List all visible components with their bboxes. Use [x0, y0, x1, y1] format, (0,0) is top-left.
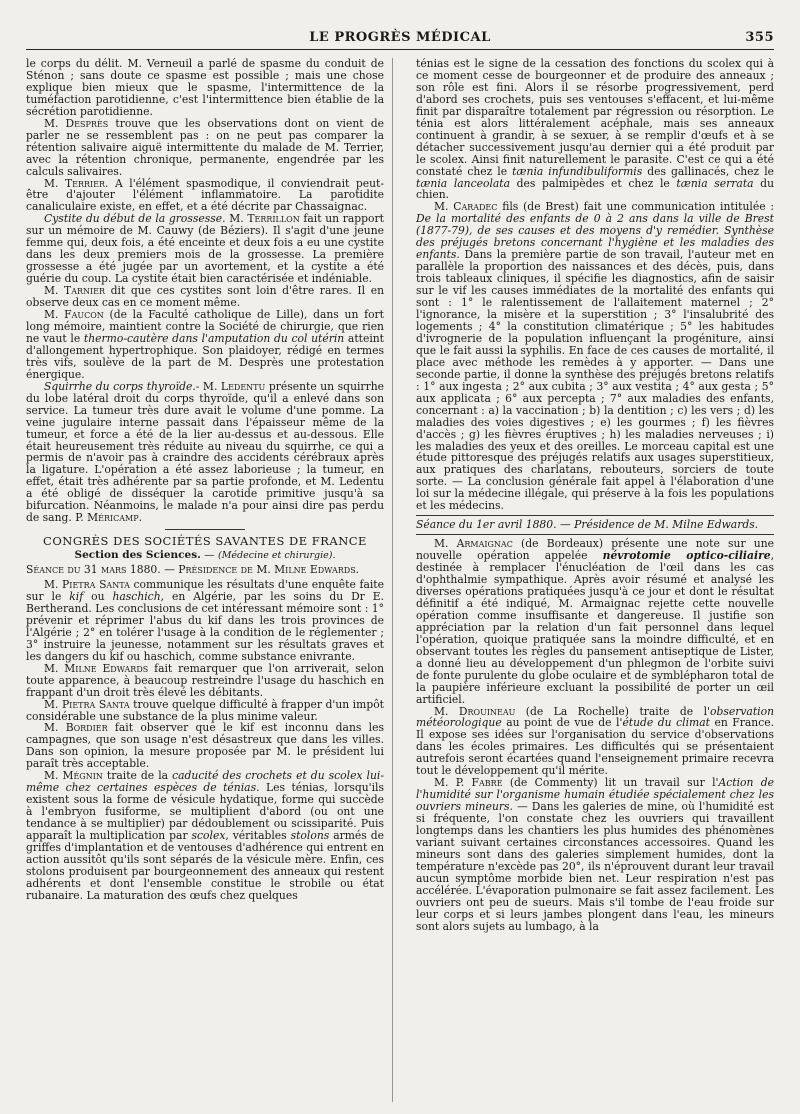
- text-run: , véritables: [225, 829, 291, 843]
- text-run: M. Bordier: [44, 721, 108, 735]
- text-run: — Dans les galeries de mine, où l'humidité est si fréquente, l'on constate chez les ouvriers qui travaillent longtemps dans les chantiers les plus humides des phénomènes variant suivant certaines circonstances accessoires. Quand les mineurs sont dans des galeries simplement humides, dont la température n'excède pas 20°, ils n'éprouvent durant leur travail aucun symptôme morbide bien net. Leur respiration n'est pas accélérée. L'évaporation pulmonaire se fait assez facilement. Les ouvriers ont peu de sueurs. Mais s'il tombe de l'eau froide sur leur corps et si leurs jambes plongent dans l'eau, les mineurs sont alors sujets au lumbago, à la: [416, 800, 774, 933]
- text-run: M. Desprès: [44, 116, 109, 130]
- text-run: Cystite du début de la grossesse.: [44, 212, 226, 226]
- text-run: - M. Ledentu: [195, 379, 266, 393]
- two-column-body: [26, 58, 774, 1104]
- text-run: Section des Sciences.: [74, 549, 201, 562]
- text-run: fait remarquer que l'on arriverait, selon toute apparence, à beaucoup restreindre l'usage du haschich en frappant d'un droit très élevé les débitants.: [26, 661, 384, 699]
- paragraph: [26, 699, 384, 723]
- section-separator: [165, 529, 245, 530]
- text-run: , destinée à remplacer l'énucléation de l'œil dans les cas d'ophthalmie sympathique. Après avoir résumé et analysé les diverses opérations pratiquées jusqu'à ce jour et dont le résultat définitif a été indiqué, M. Armaignac rejette cette nouvelle opération comme insuffisante et dangereuse. Il justifie son appréciation par la relation d'un fait personnel dans lequel l'opération, quoique pratiquée sans la moindre difficulté, et en observant toutes les règles du pansement antiseptique de Lister, a donné lieu au développement d'un phlegmon de l'orbite suivi de fonte purulente du globe oculaire et de symblépharon total de la paupière inférieure excluant la possibilité de porter un œil artificiel.: [416, 549, 774, 706]
- text-run: présente un squirrhe du lobe latéral droit du corps thyroïde, qu'il a enlevé dans son service. La tumeur très dure avait le volume d'une pomme. La veine jugulaire interne passait dans l'épaisseur même de la tumeur, et force a été de la lier au-dessus et au-dessous. Elle était heureusement très réduite au niveau du squirrhe, ce qui a permis de n'avoir pas à craindre des accidents cérébraux après la ligature. L'opération a été assez laborieuse ; la tumeur, en effet, était très adhérente par sa partie profonde, et M. Ledentu a été obligé de disséquer la carotide primitive jusqu'à sa bifurcation. Néanmoins, le malade n'a pour ainsi dire pas perdu de sang.: [26, 379, 384, 525]
- column-divider: [392, 58, 393, 1102]
- paragraph: [26, 285, 384, 309]
- journal-title: LE PROGRÈS MÉDICAL: [309, 30, 491, 45]
- paragraph: [26, 213, 384, 285]
- text-run: (de Commenty) lit un travail sur l': [502, 776, 719, 790]
- text-run: , en Algérie, par les soins du Dr E. Bertherand. Les conclusions de cet intéressant mémoire sont : 1° prévenir et réprimer l'abus du kif dans les trois provinces de l'Algérie ; 2° en tolérer l'usage à la condition de le réglementer ; 3° instruire la jeunesse, notamment sur les résultats graves et les dangers du kif ou haschich, comme substance enivrante.: [26, 589, 384, 663]
- text-run: (de la Faculté catholique de Lille), dans un fort long mémoire, maintient contre la Société de chirurgie, que rien ne vaut le: [26, 308, 384, 345]
- text-run: M. Pietra Santa: [44, 697, 130, 711]
- text-run: caducité des crochets et du scolex lui-même chez certaines espèces de ténias.: [26, 769, 384, 795]
- text-run: M. Caradec: [434, 200, 498, 214]
- text-run: étude du climat: [622, 716, 710, 730]
- text-run: des gallinacés, chez le: [642, 164, 774, 178]
- section-heading: Section des Sciences. — (Médecine et chirurgie).: [74, 549, 336, 562]
- text-run: Séance du 1er avril 1880. — Présidence de M. Milne Edwards.: [416, 518, 759, 532]
- text-run: le corps du délit. M. Verneuil a parlé de spasme du conduit de Sténon ; sans doute ce spasme est possible ; mais une chose explique bien mieux que le spasme, l'intermittence de la tuméfaction parotidienne, c'est l'intermittence bien établie de la sécrétion parotidienne.: [26, 58, 384, 118]
- paragraph: [26, 579, 384, 663]
- text-run: trouve que les observations dont on vient de parler ne se ressemblent pas : on ne peut pas comparer la rétention salivaire aiguë intermittente du malade de M. Terrier, avec la rétention chronique, permanente, engendrée par les calculs salivaires.: [26, 116, 384, 178]
- paragraph: [416, 201, 774, 512]
- text-run: du chien.: [416, 176, 774, 202]
- text-run: M. Terrier.: [44, 176, 109, 190]
- paragraph: [26, 381, 384, 524]
- text-run: M. Tarnier: [44, 284, 106, 298]
- text-run: dit que ces cystites sont loin d'être rares. Il en observe deux cas en ce moment même.: [26, 284, 384, 310]
- left-column: [26, 58, 384, 1104]
- text-run: communique les résultats d'une enquête faite sur le: [26, 578, 384, 603]
- text-run: des palmipèdes et chez le: [510, 176, 677, 190]
- session-line: [26, 564, 384, 576]
- paragraph: [26, 770, 384, 901]
- paragraph: [416, 538, 774, 705]
- text-run: M. P. Fabre: [434, 776, 503, 790]
- running-head: [26, 28, 774, 48]
- session-rule: [416, 534, 774, 535]
- paragraph: [26, 118, 384, 178]
- header-rule: [26, 49, 774, 50]
- right-column: [416, 58, 774, 1104]
- text-run: fils (de Brest) fait une communication intitulée :: [497, 200, 774, 214]
- paragraph: [26, 309, 384, 381]
- paragraph: [26, 178, 384, 214]
- text-run: M. Terrillon: [225, 212, 300, 226]
- text-run: Dans la première partie de son travail, l'auteur met en parallèle la proportion des naissances et des décès, puis, dans trois tableaux cliniques, il spécifie les diagnostics, afin de saisir sur le vif les causes immédiates de la mortalité des enfants qui sont : 1° le ralentissement de l'allaitement maternel ; 2° l'ignorance, la misère et la superstition ; 3° l'insalubrité des logements ; 4° la constitution climatérique ; 5° les habitudes d'ivrognerie de la population influençant la progéniture, ainsi que le fait aussi la syphilis. En face de ces causes de mortalité, il place avec méthode les remèdes à y apporter. — Dans une seconde partie, il donne la synthèse des préjugés bretons relatifs : 1° aux ingesta ; 2° aux cubita ; 3° aux vestita ; 4° aux gesta ; 5° aux applicata ; 6° aux percepta ; 7° aux maladies des enfants, concernant : a) la vaccination ; b) la dentition ; c) les vers ; d) les maladies des voies digestives ; e) les gourmes ; f) les fièvres d'accès ; g) les fièvres éruptives ; h) les maladies nerveuses ; i) les maladies des yeux et des oreilles. Le morceau capital est une étude pittoresque des préjugés relatifs aux usages superstitieux, aux pratiques des charlatans, rebouteurs, sorciers de toute sorte. — La conclusion générale fait appel à l'élaboration d'une loi sur la médecine illégale, qui préserve à la fois les populations et les médecins.: [416, 248, 774, 513]
- text-run: Squirrhe du corps thyroïde.: [44, 379, 196, 393]
- text-run: névrotomie optico-ciliaire: [602, 549, 771, 563]
- text-run: (de Bordeaux) présente une note sur une nouvelle opération appelée: [416, 537, 774, 563]
- text-run: kif: [69, 589, 84, 603]
- text-run: Séance du 31 mars 1880. — Présidence de M. Milne Edwards.: [26, 563, 360, 577]
- text-run: ou: [83, 589, 113, 603]
- text-run: stolons: [290, 829, 330, 843]
- text-run: traite de la: [102, 769, 173, 783]
- paragraph: [416, 58, 774, 201]
- session-line: [416, 519, 774, 531]
- text-run: armés de griffes d'implantation et de ventouses d'adhérence qui entrent en action aussitôt qu'ils sont séparés de la vésicule mère. Enfin, ces stolons produisent par bourgeonnement des anneaux qui restent adhérents et dont l'ensemble constitue le strobile ou état rubanaire. La maturation des œufs chez quelques: [26, 829, 384, 902]
- congress-title: CONGRÈS DES SOCIÉTÉS SAVANTES DE FRANCE: [43, 534, 367, 549]
- text-run: M. Mégnin: [44, 769, 103, 783]
- text-run: M. Faucon: [44, 308, 104, 322]
- session-rule: [416, 515, 774, 516]
- text-run: atteint d'allongement hypertrophique. Son plaidoyer, rédigé en termes très vifs, soulève de la part de M. Desprès une protestation énergique.: [26, 331, 384, 381]
- text-run: (Médecine et chirurgie).: [218, 550, 336, 562]
- text-run: M. Drouineau: [434, 704, 516, 718]
- text-run: fait un rapport sur un mémoire de M. Cauwy (de Béziers). Il s'agit d'une jeune femme qui, deux fois, a été enceinte et deux fois a eu une cystite dans les deux premiers mois de la grossesse. La première grossesse a été jugée par un avortement, et la cystite a été guérie du coup. La cystite était bien caractérisée et indéniable.: [26, 212, 384, 286]
- text-run: au point de vue de l': [501, 716, 623, 730]
- text-run: De la mortalité des enfants de 0 à 2 ans dans la ville de Brest (1877-79), de ses causes et des moyens d'y remédier. Synthèse des préjugés bretons concernant l'hygiène et les maladies des enfants.: [416, 212, 774, 262]
- text-run: M. Milne Edwards: [44, 661, 149, 675]
- text-run: (de La Rochelle) traite de l': [515, 704, 710, 718]
- paragraph: [26, 663, 384, 699]
- text-run: M. Pietra Santa: [44, 578, 130, 592]
- text-run: fait observer que le kif est inconnu dans les campagnes, que son usage n'est désastreux que dans les villes. Dans son opinion, la mesure proposée par M. le président lui paraît très acceptable.: [26, 721, 384, 771]
- text-run: ténias est le signe de la cessation des fonctions du scolex qui à ce moment cesse de bourgeonner et de produire des anneaux ; son rôle est fini. Alors il se résorbe progressivement, perd d'abord ses crochets, puis ses ventouses s'effacent, et lui-même finit par disparaître totalement par régression ou résorption. Le ténia est alors littéralement acéphale, mais ses anneaux continuent à grandir, à se sexuer, à se remplir d'œufs et à se détacher successivement jusqu'au dernier qui a été produit par le scolex. Ainsi finit naturellement le parasite. C'est ce qui a été constaté chez le: [416, 58, 774, 178]
- text-run: scolex: [191, 829, 226, 843]
- paragraph: [26, 722, 384, 770]
- text-run: tænia infundibuliformis: [512, 164, 643, 178]
- paragraph: [26, 58, 384, 118]
- text-run: A l'élément spasmodique, il conviendrait peut-être d'ajouter l'élément inflammatoire. La parotidite canaliculaire existe, en effet, et a été décrite par Chassaignac.: [26, 176, 384, 214]
- text-run: haschich: [112, 589, 161, 603]
- text-run: M. Armaignac: [434, 537, 513, 551]
- text-run: Action de l'humidité sur l'organisme humain étudiée spécialement chez les ouvriers mineurs.: [416, 776, 774, 814]
- text-run: tænia serrata: [676, 176, 754, 190]
- paragraph: [416, 777, 774, 932]
- text-run: observation météorologique: [416, 704, 774, 730]
- text-run: tænia lanceolata: [416, 176, 511, 190]
- text-run: thermo-cautère dans l'amputation du col utérin: [83, 331, 345, 345]
- page-number: 355: [745, 30, 774, 45]
- text-run: trouve quelque difficulté à frapper d'un impôt considérable une substance de la plus minime valeur.: [26, 697, 384, 723]
- paragraph: [416, 706, 774, 778]
- text-run: Les ténias, lorsqu'ils existent sous la forme de vésicule hydatique, forme qui succède à l'embryon fusiforme, se multiplient d'abord (ou ont une tendance à se multiplier) par dédoublement ou scissiparité. Puis apparaît la multiplication par: [26, 781, 384, 843]
- signature: P. Méricamp.: [75, 511, 143, 525]
- text-run: en France. Il expose ses idées sur l'organisation du service d'observations dans les écoles primaires. Les difficultés qui se présentaient autrefois seront écartées quand l'enseignement primaire recevra tout le développement qu'il mérite.: [416, 716, 774, 778]
